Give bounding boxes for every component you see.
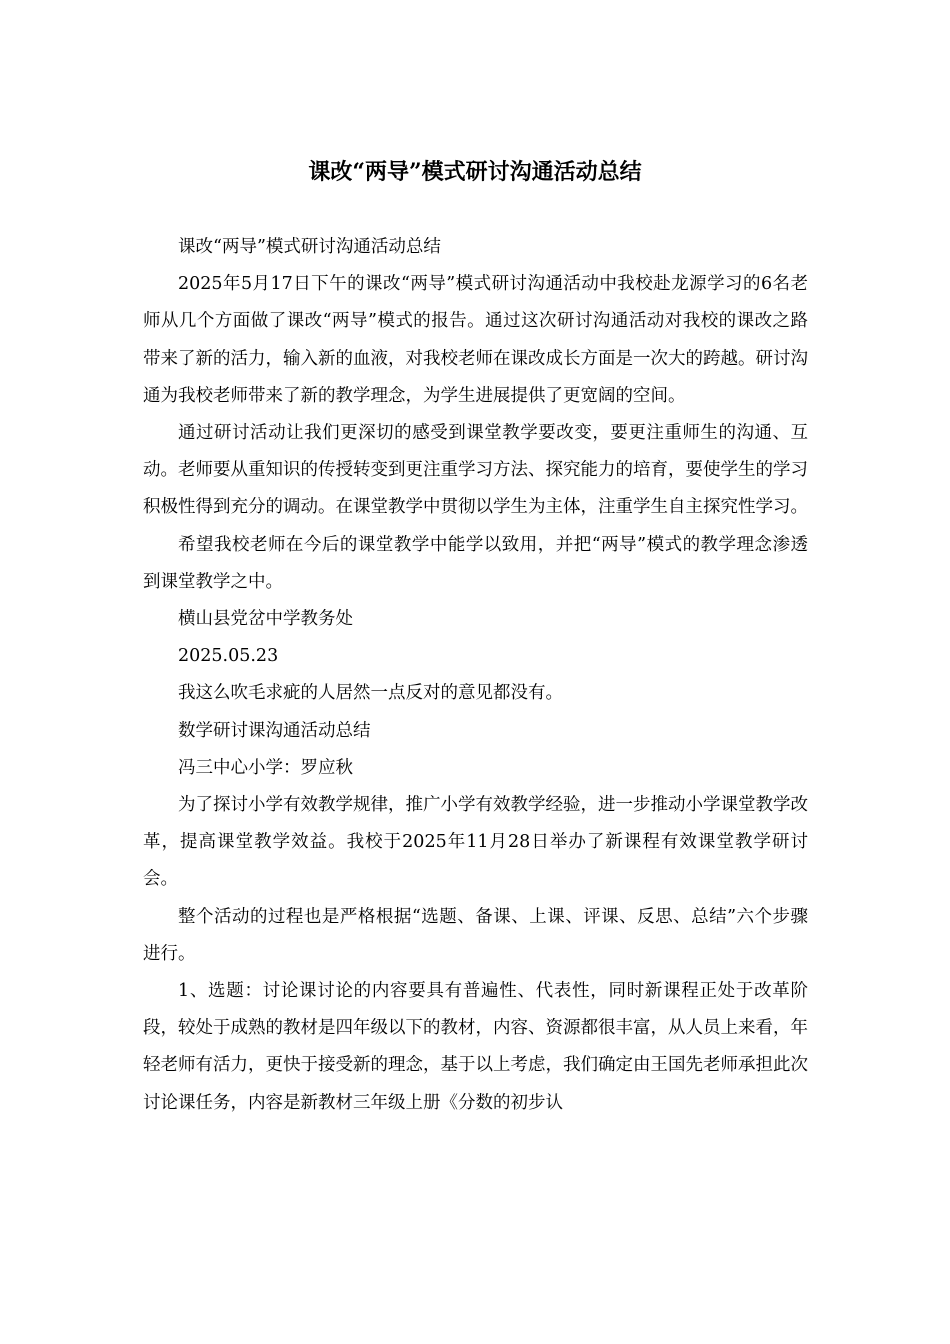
- signature-date: 2025.05.23: [178, 646, 279, 667]
- document-body: [143, 229, 808, 1122]
- paragraph: 通过研讨活动让我们更深切的感受到课堂教学要改变，要更注重师生的沟通、互动。老师要从重知识的传授转变到更注重学习方法、探究能力的培育，要使学生的学习积极性得到充分的调动。在课堂教学中贯彻以学生为主体，注重学生自主探究性学习。: [143, 423, 808, 518]
- paragraph: 希望我校老师在今后的课堂教学中能学以致用，并把“两导”模式的教学理念渗透到课堂教学之中。: [143, 534, 808, 592]
- paragraph-subtitle: 课改“两导”模式研讨沟通活动总结: [178, 237, 441, 257]
- section-heading: 数学研讨课沟通活动总结: [178, 720, 371, 741]
- author-line: 冯三中心小学：罗应秋: [178, 757, 353, 778]
- paragraph: 为了探讨小学有效教学规律，推广小学有效教学经验，进一步推动小学课堂教学改革，提高课堂教学效益。我校于2025年11月28日举办了新课程有效课堂教学研讨会。: [143, 795, 808, 890]
- paragraph: 我这么吹毛求疵的人居然一点反对的意见都没有。: [178, 683, 563, 704]
- paragraph: 2025年5月17日下午的课改“两导”模式研讨沟通活动中我校赴龙源学习的6名老师从几个方面做了课改“两导”模式的报告。通过这次研讨沟通活动对我校的课改之路带来了新的活力，输入新的血液，对我校老师在课改成长方面是一次大的跨越。研讨沟通为我校老师带来了新的教学理念，为学生进展提供了更宽阔的空间。: [143, 274, 808, 406]
- signature-office: 横山县党岔中学教务处: [178, 609, 353, 630]
- paragraph: 整个活动的过程也是严格根据“选题、备课、上课、评课、反思、总结”六个步骤进行。: [143, 906, 808, 964]
- document-title: 课改“两导”模式研讨沟通活动总结: [308, 159, 642, 185]
- paragraph: 1、选题：讨论课讨论的内容要具有普遍性、代表性，同时新课程正处于改革阶段，较处于成熟的教材是四年级以下的教材，内容、资源都很丰富，从人员上来看，年轻老师有活力，更快于接受新的理念，基于以上考虑，我们确定由王国先老师承担此次讨论课任务，内容是新教材三年级上册《分数的初步认: [143, 981, 808, 1113]
